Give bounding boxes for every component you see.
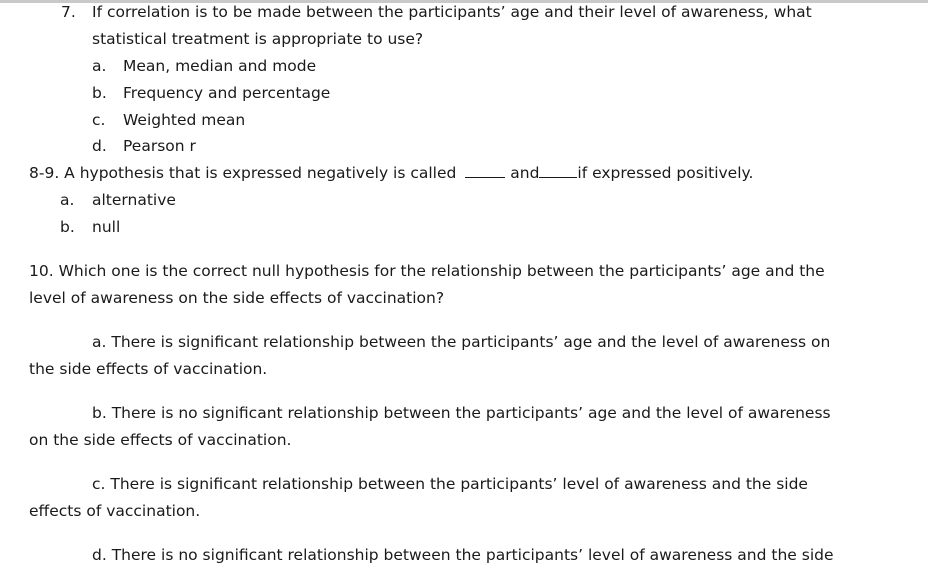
option-letter: d.: [92, 137, 107, 155]
option-text: Mean, median and mode: [123, 57, 317, 75]
question-stem-line: If correlation is to be made between the participants’ age and their level of awareness, what: [92, 3, 812, 21]
option-text: a. There is significant relationship between the participants’ age and the level of awareness on: [92, 333, 831, 351]
question-stem-line: 10. Which one is the correct null hypothesis for the relationship between the participants’ age and the: [29, 262, 825, 280]
option-letter: b.: [92, 84, 107, 102]
option-text: Weighted mean: [123, 111, 246, 129]
option-letter: a.: [60, 191, 75, 209]
question-stem-line: [29, 163, 753, 183]
answer-blank: [465, 164, 505, 178]
option-text: c. There is significant relationship between the participants’ level of awareness and the side: [92, 475, 808, 493]
stem-end: if expressed positively.: [577, 164, 754, 182]
answer-blank: [539, 164, 577, 178]
question-stem-line: statistical treatment is appropriate to use?: [92, 30, 424, 48]
option-text: b. There is no significant relationship between the participants’ age and the level of awareness: [92, 404, 831, 422]
option-text: alternative: [92, 191, 176, 209]
option-letter: b.: [60, 218, 75, 236]
stem-start: 8-9. A hypothesis that is expressed negatively is called: [29, 164, 457, 182]
option-letter: c.: [92, 111, 106, 129]
stem-mid: and: [510, 164, 540, 182]
option-text: the side effects of vaccination.: [29, 360, 268, 378]
option-text: d. There is no significant relationship between the participants’ level of awareness and the side: [92, 546, 834, 564]
question-stem-line: level of awareness on the side effects of vaccination?: [29, 289, 445, 307]
option-text: on the side effects of vaccination.: [29, 431, 292, 449]
option-text: Pearson r: [123, 137, 196, 155]
question-number: 7.: [61, 3, 76, 21]
option-text: Frequency and percentage: [123, 84, 331, 102]
option-text: effects of vaccination.: [29, 502, 201, 520]
option-letter: a.: [92, 57, 107, 75]
option-text: null: [92, 218, 121, 236]
